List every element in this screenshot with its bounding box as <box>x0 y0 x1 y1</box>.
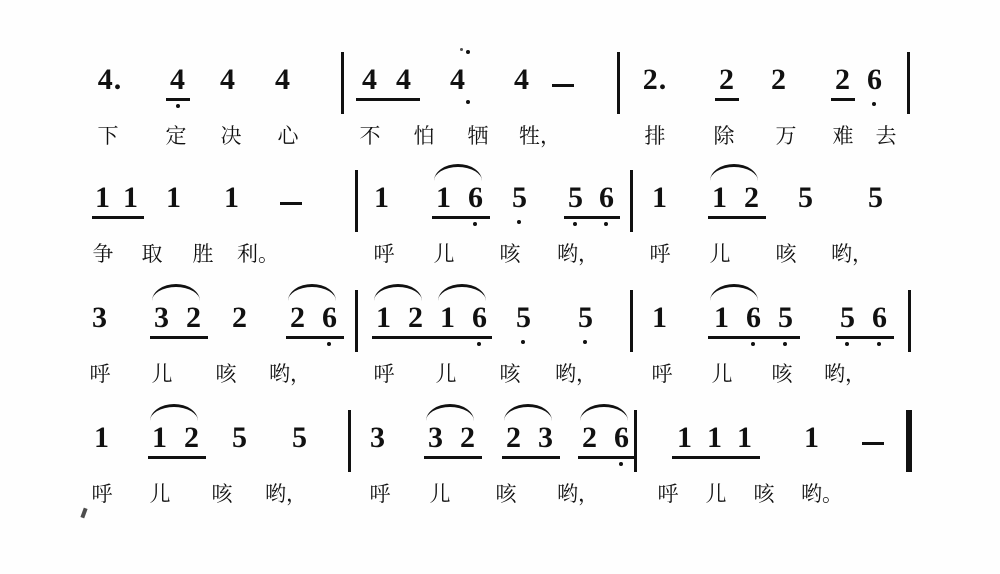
octave-dot <box>573 222 577 226</box>
lyric: 心 <box>277 124 299 148</box>
note: 5 <box>512 181 528 214</box>
lyric: 哟， <box>265 482 307 506</box>
note: 1 <box>652 181 668 214</box>
note: 4 <box>396 63 412 96</box>
note: 3 <box>92 301 108 334</box>
note: 1 <box>166 181 182 214</box>
note: 5 <box>516 301 532 334</box>
lyric: 利。 <box>237 242 279 266</box>
note: 1 <box>712 181 728 214</box>
lyric: 牲， <box>519 124 561 148</box>
note: 2 <box>506 421 522 454</box>
note: 4 <box>362 63 378 96</box>
note: 2 <box>186 301 202 334</box>
barline <box>617 52 620 114</box>
note: 5 <box>778 301 794 334</box>
note: 4. <box>97 63 123 96</box>
lyric: 咳 <box>775 242 797 266</box>
lyric: 万 <box>775 124 797 148</box>
note: 1 <box>94 421 110 454</box>
octave-dot <box>604 222 608 226</box>
octave-dot <box>327 342 331 346</box>
octave-dot <box>583 340 587 344</box>
note: 2 <box>719 63 735 96</box>
lyric: 哟， <box>555 362 597 386</box>
score-line-3 <box>0 288 1000 404</box>
final-barline <box>906 410 912 472</box>
lyric: 儿 <box>709 242 731 266</box>
note: 4 <box>450 63 466 96</box>
score-line-1 <box>0 50 1000 166</box>
note: 1 <box>652 301 668 334</box>
note: 2. <box>642 63 668 96</box>
note: 3 <box>538 421 554 454</box>
lyric: 儿 <box>435 362 457 386</box>
lyric: 定 <box>165 124 187 148</box>
note: 2 <box>460 421 476 454</box>
octave-dot <box>877 342 881 346</box>
lyric: 取 <box>141 242 163 266</box>
note: 5 <box>578 301 594 334</box>
octave-dot-upper <box>466 50 470 54</box>
octave-dot <box>517 220 521 224</box>
beam <box>424 456 482 459</box>
lyric: 呼 <box>649 242 671 266</box>
note: 1 <box>677 421 693 454</box>
octave-dot <box>466 100 470 104</box>
beam <box>831 98 855 101</box>
note: 3 <box>428 421 444 454</box>
lyric: 呼 <box>657 482 679 506</box>
note: 1 <box>737 421 753 454</box>
lyric: 不 <box>359 124 381 148</box>
lyric: 难 <box>832 124 854 148</box>
lyric: 哟， <box>557 482 599 506</box>
barline <box>355 170 358 232</box>
note: 5 <box>568 181 584 214</box>
beam <box>166 98 190 101</box>
lyric: 儿 <box>433 242 455 266</box>
octave-dot <box>751 342 755 346</box>
note: 6 <box>746 301 762 334</box>
beam <box>148 456 206 459</box>
beam <box>502 456 560 459</box>
note: 6 <box>468 181 484 214</box>
lyric: 咳 <box>753 482 775 506</box>
beam <box>672 456 760 459</box>
lyric: 哟， <box>831 242 873 266</box>
lyric: 胜 <box>192 242 214 266</box>
lyric: 除 <box>713 124 735 148</box>
beam <box>150 336 208 339</box>
barline <box>908 290 911 352</box>
sustain-dash <box>862 442 884 445</box>
note: 2 <box>744 181 760 214</box>
lyric: 哟， <box>557 242 599 266</box>
octave-dot <box>619 462 623 466</box>
lyric: 儿 <box>705 482 727 506</box>
note: 6 <box>322 301 338 334</box>
beam <box>372 336 492 339</box>
note: 1 <box>374 181 390 214</box>
lyric: 哟， <box>824 362 866 386</box>
slur <box>434 164 482 181</box>
lyric: 儿 <box>149 482 171 506</box>
slur <box>374 284 422 301</box>
lyric: 呼 <box>89 362 111 386</box>
barline <box>907 52 910 114</box>
lyric: 咳 <box>215 362 237 386</box>
beam <box>715 98 739 101</box>
lyric: 咳 <box>211 482 233 506</box>
note: 5 <box>232 421 248 454</box>
slur <box>710 284 758 301</box>
note: 2 <box>408 301 424 334</box>
score-line-2 <box>0 168 1000 284</box>
beam <box>432 216 490 219</box>
beam <box>578 456 636 459</box>
barline <box>355 290 358 352</box>
note: 2 <box>232 301 248 334</box>
score-line-4 <box>0 408 1000 524</box>
note: 1 <box>224 181 240 214</box>
barline <box>634 410 637 472</box>
lyric: 咳 <box>495 482 517 506</box>
sustain-dash <box>552 84 574 87</box>
slur <box>426 404 474 421</box>
note: 3 <box>154 301 170 334</box>
slur <box>504 404 552 421</box>
slur <box>288 284 336 301</box>
beam <box>92 216 144 219</box>
octave-dot <box>521 340 525 344</box>
lyric: 牺 <box>467 124 489 148</box>
barline <box>341 52 344 114</box>
note: 1 <box>804 421 820 454</box>
beam <box>564 216 620 219</box>
slur <box>710 164 758 181</box>
octave-dot <box>176 104 180 108</box>
slur <box>152 284 200 301</box>
lyric: 呼 <box>373 362 395 386</box>
beam <box>708 216 766 219</box>
lyric: 决 <box>220 124 242 148</box>
barline <box>630 290 633 352</box>
lyric: 哟。 <box>801 482 843 506</box>
note: 2 <box>835 63 851 96</box>
lyric: 咳 <box>771 362 793 386</box>
octave-dot <box>845 342 849 346</box>
lyric: 儿 <box>429 482 451 506</box>
octave-dot <box>477 342 481 346</box>
note: 6 <box>472 301 488 334</box>
note: 1 <box>123 181 139 214</box>
sustain-dash <box>280 202 302 205</box>
lyric: 排 <box>644 124 666 148</box>
note: 4 <box>514 63 530 96</box>
note: 4 <box>170 63 186 96</box>
note: 1 <box>707 421 723 454</box>
lyric: 儿 <box>711 362 733 386</box>
barline <box>348 410 351 472</box>
note: 4 <box>275 63 291 96</box>
note: 2 <box>184 421 200 454</box>
lyric: 怕 <box>413 124 435 148</box>
octave-dot <box>783 342 787 346</box>
slur <box>438 284 486 301</box>
slur <box>150 404 198 421</box>
slur <box>580 404 628 421</box>
scan-smudge <box>460 48 463 51</box>
octave-dot <box>872 102 876 106</box>
lyric: 去 <box>875 124 897 148</box>
note: 1 <box>95 181 111 214</box>
note: 2 <box>290 301 306 334</box>
note: 3 <box>370 421 386 454</box>
note: 1 <box>714 301 730 334</box>
lyric: 呼 <box>373 242 395 266</box>
lyric: 呼 <box>651 362 673 386</box>
lyric: 下 <box>97 124 119 148</box>
note: 4 <box>220 63 236 96</box>
note: 5 <box>868 181 884 214</box>
barline <box>630 170 633 232</box>
note: 6 <box>872 301 888 334</box>
note: 1 <box>152 421 168 454</box>
beam <box>708 336 800 339</box>
note: 5 <box>840 301 856 334</box>
note: 2 <box>582 421 598 454</box>
lyric: 呼 <box>91 482 113 506</box>
beam <box>356 98 420 101</box>
note: 1 <box>436 181 452 214</box>
note: 5 <box>798 181 814 214</box>
note: 1 <box>440 301 456 334</box>
lyric: 咳 <box>499 242 521 266</box>
lyric: 争 <box>92 242 114 266</box>
note: 6 <box>599 181 615 214</box>
lyric: 呼 <box>369 482 391 506</box>
octave-dot <box>473 222 477 226</box>
lyric: 哟， <box>269 362 311 386</box>
note: 5 <box>292 421 308 454</box>
note: 6 <box>867 63 883 96</box>
lyric: 儿 <box>151 362 173 386</box>
lyric: 咳 <box>499 362 521 386</box>
note: 1 <box>376 301 392 334</box>
beam <box>836 336 894 339</box>
beam <box>286 336 344 339</box>
note: 6 <box>614 421 630 454</box>
note: 2 <box>771 63 787 96</box>
